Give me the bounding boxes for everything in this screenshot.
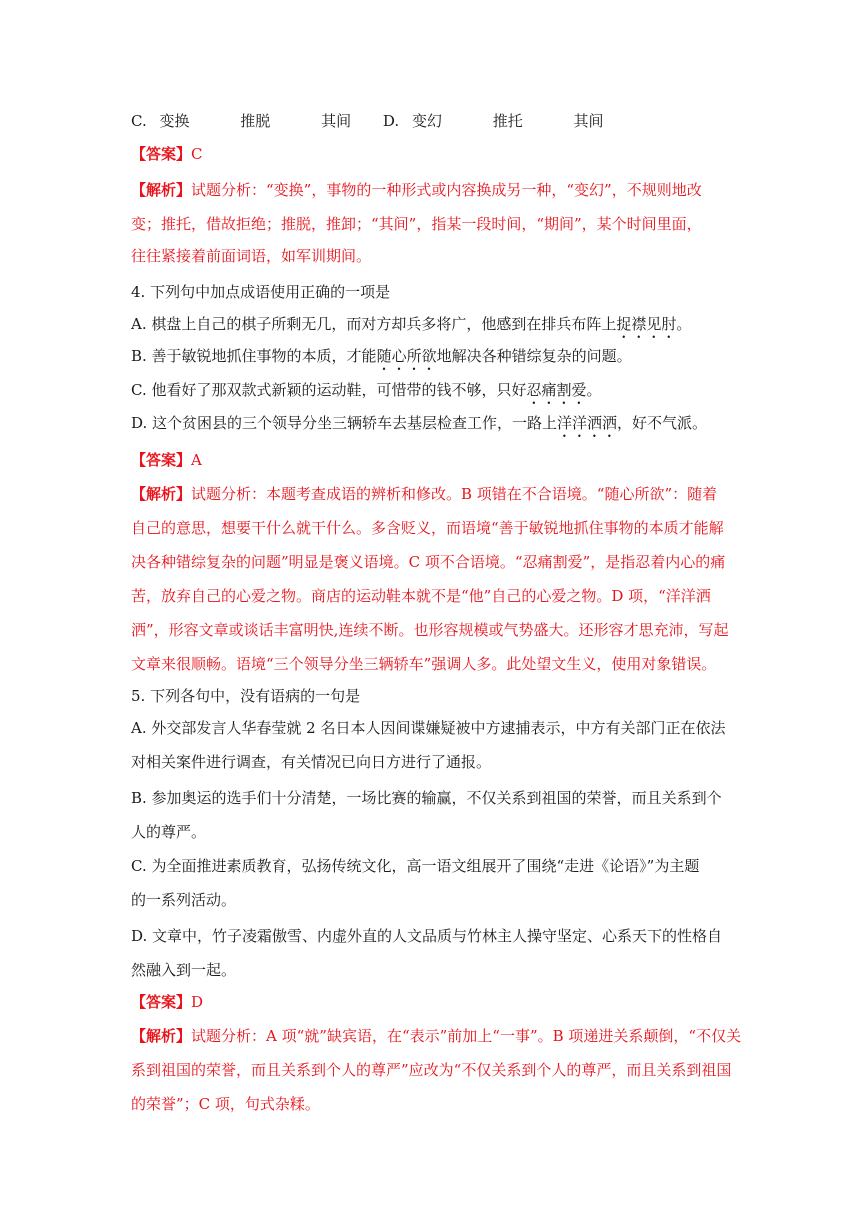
q3-analysis-line (131, 180, 702, 200)
q3-option-d-label: D. (382, 112, 400, 130)
q4-option-a-end: 。 (676, 315, 692, 333)
q3-option-d-word3: 其间 (573, 112, 604, 130)
q5-option-line: A. 外交部发言人华春莹就 2 名日本人因间谍嫌疑被中方逮捕表示，中方有关部门正在依法 (131, 719, 726, 737)
q4-analysis-line: 苦，放弃自己的心爱之物。商店的运动鞋本就不是“他”自己的心爱之物。D 项，“洋洋洒 (131, 587, 711, 605)
section-marker: 【答案】 (131, 451, 192, 469)
q5-option-line: C. 为全面推进素质教育，弘扬传统文化，高一语文组展开了围绕“走进《论语》”为主题 (131, 857, 700, 875)
section-text: C (191, 145, 203, 163)
section-text: 试题分析：A 项“就”缺宾语，在“表示”前加上“一事”。B 项递进关系颠倒，“不仅关 (191, 1027, 742, 1045)
q3-analysis-line: 变；推托，借故拒绝；推脱，推卸；“其间”，指某一段时间，“期间”，某个时间里面， (131, 215, 702, 233)
section-marker: 【解析】 (131, 485, 192, 503)
q5-option-line: B. 参加奥运的选手们十分清楚，一场比赛的输赢，不仅关系到祖国的荣誉，而且关系到个 (131, 789, 722, 807)
q5-option-line: 然融入到一起。 (131, 961, 237, 979)
q5-analysis-line: 的荣誉”；C 项，句式杂糅。 (131, 1095, 320, 1113)
q4-option-c (131, 380, 602, 408)
q3-option-c-word1: 变换 (159, 112, 190, 130)
q4-analysis-line: 洒”，形容文章或谈话丰富明快,连续不断。也形容规模或气势盛大。还形容才思充沛，写起 (131, 621, 729, 639)
q3-answer (131, 144, 203, 164)
q4-option-b (131, 346, 632, 374)
q4-analysis-line: 自己的意思，想要干什么就干什么。多含贬义，而语境“善于敏锐地抓住事物的本质才能解 (131, 519, 724, 537)
q4-option-c-text: C. 他看好了那双款式新颖的运动鞋，可惜带的钱不够，只好 (131, 381, 527, 399)
q4-option-d-end: ，好不气派。 (617, 414, 708, 432)
section-marker: 【解析】 (131, 1027, 192, 1045)
section-text: A (191, 451, 202, 469)
q4-option-b-end: 地解决各种错综复杂的问题。 (436, 347, 632, 365)
q4-option-b-idiom: 随心所欲 (376, 347, 437, 365)
q4-option-d-idiom: 洋洋洒洒 (557, 414, 618, 432)
q4-option-b-text: B. 善于敏锐地抓住事物的本质，才能 (131, 347, 377, 365)
section-marker: 【解析】 (131, 181, 192, 199)
section-text: D (191, 993, 204, 1011)
q5-option-line: 对相关案件进行调查，有关情况已向日方进行了通报。 (131, 753, 492, 771)
q5-answer (131, 992, 203, 1012)
q5-analysis-line: 系到祖国的荣誉，而且关系到个人的尊严”应改为“不仅关系到个人的尊严，而且关系到祖国 (131, 1061, 732, 1079)
q3-option-d-word1: 变幻 (411, 112, 442, 130)
q5-option-line: 的一系列活动。 (131, 891, 237, 909)
q4-analysis-line: 文章来很顺畅。语境“三个领导分坐三辆轿车”强调人多。此处望文生义，使用对象错误。 (131, 655, 717, 673)
q4-stem: 4. 下列句中加点成语使用正确的一项是 (131, 283, 391, 301)
q4-option-a (131, 314, 691, 342)
q4-analysis-line: 决各种错综复杂的问题”明显是褒义语境。C 项不合语境。“忍痛割爱”，是指忍着内心的痛 (131, 553, 726, 571)
q5-analysis-line (131, 1026, 741, 1046)
q4-option-d-text: D. 这个贫困县的三个领导分坐三辆轿车去基层检查工作，一路上 (131, 414, 558, 432)
q4-option-a-idiom: 捉襟见肘 (616, 315, 677, 333)
q3-option-c-label: C. (131, 112, 147, 130)
q3-option-c-word3: 其间 (321, 112, 352, 130)
q5-option-line: 人的尊严。 (131, 823, 207, 841)
section-marker: 【答案】 (131, 993, 192, 1011)
q4-option-d (131, 413, 707, 441)
q4-option-c-end: 。 (586, 381, 602, 399)
q4-answer (131, 450, 202, 470)
section-marker: 【答案】 (131, 145, 192, 163)
q4-option-a-text: A. 棋盘上自己的棋子所剩无几，而对方却兵多将广，他感到在排兵布阵上 (131, 315, 617, 333)
q4-option-c-idiom: 忍痛割爱 (526, 381, 587, 399)
section-text: 试题分析：“变换”，事物的一种形式或内容换成另一种，“变幻”，不规则地改 (191, 181, 702, 199)
q5-option-line: D. 文章中，竹子凌霜傲雪、内虚外直的人文品质与竹林主人操守坚定、心系天下的性格自 (131, 927, 723, 945)
q3-options-row (131, 111, 604, 131)
q5-stem: 5. 下列各句中，没有语病的一句是 (131, 687, 361, 705)
q3-option-d-word2: 推托 (492, 112, 523, 130)
section-text: 试题分析：本题考查成语的辨析和修改。B 项错在不合语境。“随心所欲”：随着 (191, 485, 718, 503)
q4-analysis-line (131, 484, 717, 504)
q3-option-c-word2: 推脱 (240, 112, 271, 130)
q3-analysis-line: 往往紧接着前面词语，如军训期间。 (131, 247, 372, 265)
